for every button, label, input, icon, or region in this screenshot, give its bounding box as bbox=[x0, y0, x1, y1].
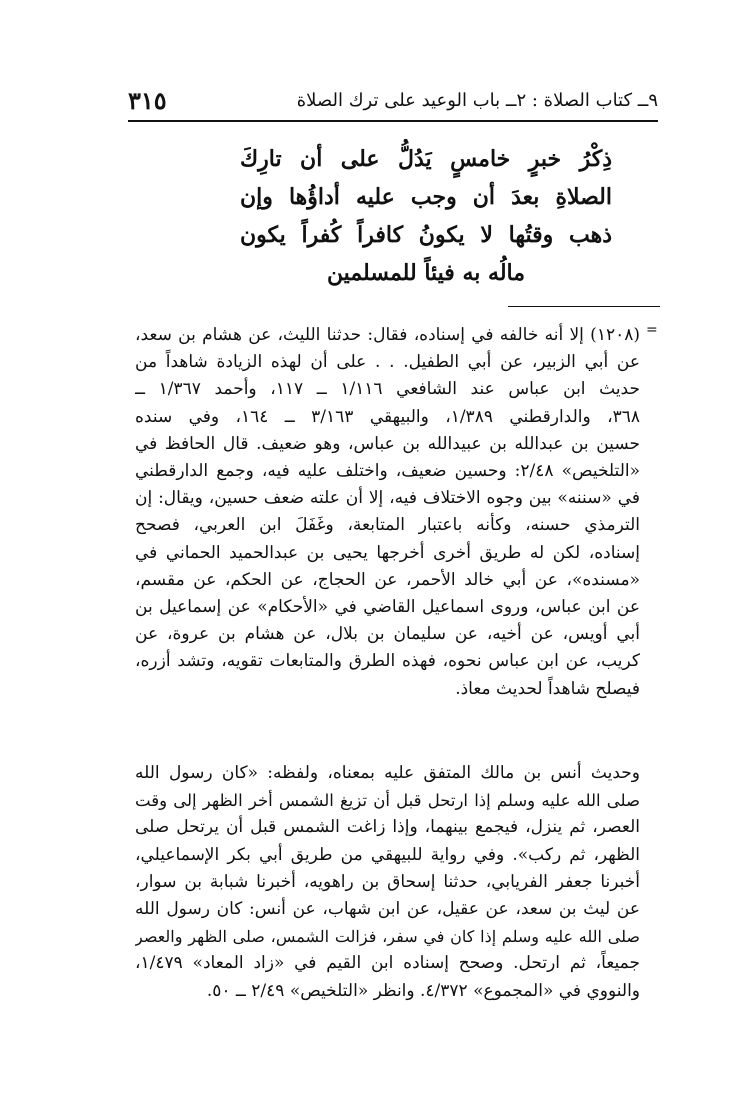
paragraph-line: والنووي في «المجموع» ٤/٣٧٢. وانظر «التلخيص» ٢/٤٩ ــ ٥٠. bbox=[206, 980, 640, 1001]
footnote-separator bbox=[508, 306, 660, 307]
section-title-line: ذِكْرُ خبرٍ خامسٍ يَدُلُّ على أن تارِكَ bbox=[240, 146, 612, 172]
section-title-line: مالُه به فيئاً للمسلمين bbox=[326, 260, 526, 286]
footnote-line: فيصلح شاهداً لحديث معاذ. bbox=[455, 678, 640, 699]
footnote-line: عن ابن عباس، وروى اسماعيل القاضي في «الأحكام» عن إسماعيل بن bbox=[135, 597, 640, 618]
section-title-line: ذهب وقتُها لا يكونُ كافراً كُفراً يكون bbox=[240, 222, 612, 248]
paragraph-line: عن ليث بن سعد، عن عقيل، عن ابن شهاب، عن أنس: كان رسول الله bbox=[135, 899, 640, 920]
paragraph-line: الظهر، ثم ركب». وفي رواية للبيهقي من طريق أبي بكر الإسماعيلي، bbox=[135, 844, 640, 865]
paragraph-line: صلى الله عليه وسلم إذا ارتحل قبل أن تزيغ الشمس أخر الظهر إلى وقت bbox=[135, 791, 640, 811]
paragraph-line: وحديث أنس بن مالك المتفق عليه بمعناه، ولفظه: «كان رسول الله bbox=[135, 763, 640, 783]
page-header bbox=[128, 86, 658, 122]
paragraph-line: صلى الله عليه وسلم إذا كان في سفر، فزالت الشمس، صلى الظهر والعصر bbox=[135, 927, 640, 947]
footnote-line: (١٢٠٨) إلا أنه خالفه في إسناده، فقال: حدثنا الليث، عن هشام بن سعد، bbox=[135, 325, 640, 345]
running-title: ٩ــ كتاب الصلاة : ٢ــ باب الوعيد على ترك الصلاة bbox=[296, 90, 658, 111]
footnote-line: عن أبي الزبير، عن أبي الطفيل. . . على أن لهذه الزيادة شاهداً من bbox=[135, 352, 640, 373]
paragraph-line: أخبرنا جعفر الفريابي، حدثنا إسحاق بن راهويه، أخبرنا شبابة بن سوار، bbox=[135, 871, 640, 892]
section-title bbox=[240, 140, 612, 292]
section-title-line: الصلاةِ بعدَ أن وجب عليه أداؤُها وإن bbox=[240, 184, 612, 210]
footnote-line: كريب، عن ابن عباس نحوه، فهذه الطرق والمتابعات تقويه، وتشد أزره، bbox=[135, 651, 640, 672]
footnote-line: ٣٦٨، والدارقطني ١/٣٨٩، والبيهقي ٣/١٦٣ ــ ١٦٤، وفي سنده bbox=[135, 406, 640, 427]
paragraph-line: جميعاً، ثم ارتحل. وصحح إسناده ابن القيم في «زاد المعاد» ١/٤٧٩، bbox=[135, 953, 640, 974]
footnote-line: في «سننه» بين وجوه الاختلاف فيه، إلا أن علته ضعف حسين، ويقال: إن bbox=[135, 488, 640, 509]
footnote-line: الترمذي حسنه، وكأنه باعتبار المتابعة، وغَفَلَ ابن العربي، فصحح bbox=[135, 515, 640, 536]
footnote-line: حديث ابن عباس عند الشافعي ١/١١٦ ــ ١١٧، وأحمد ١/٣٦٧ ــ bbox=[135, 379, 640, 400]
footnote-line: «التلخيص» ٢/٤٨: وحسين ضعيف، واختلف عليه فيه، وجمع الدارقطني bbox=[135, 461, 640, 482]
footnote-line: «مسنده»، عن أبي خالد الأحمر، عن الحجاج، عن الحكم، عن مقسم، bbox=[135, 569, 640, 590]
footnote-paragraph-2 bbox=[135, 760, 640, 1005]
page-number: ٣١٥ bbox=[128, 86, 167, 115]
footnote-continuation-marker: = bbox=[646, 322, 658, 338]
footnote-line: أبي أويس، عن أخيه، عن سليمان بن بلال، عن هشام بن عروة، عن bbox=[135, 624, 640, 645]
paragraph-line: العصر، ثم ينزل، فيجمع بينهما، وإذا زاغت الشمس قبل أن يرتحل صلى bbox=[135, 817, 640, 838]
footnote-text bbox=[135, 322, 640, 703]
footnote-line: إسناده، لكن له طريق أخرى أخرجها يحيى بن عبدالحميد الحماني في bbox=[135, 542, 640, 563]
footnote-line: حسين بن عبدالله بن عبيدالله بن عباس، وهو ضعيف. قال الحافظ في bbox=[135, 433, 640, 454]
